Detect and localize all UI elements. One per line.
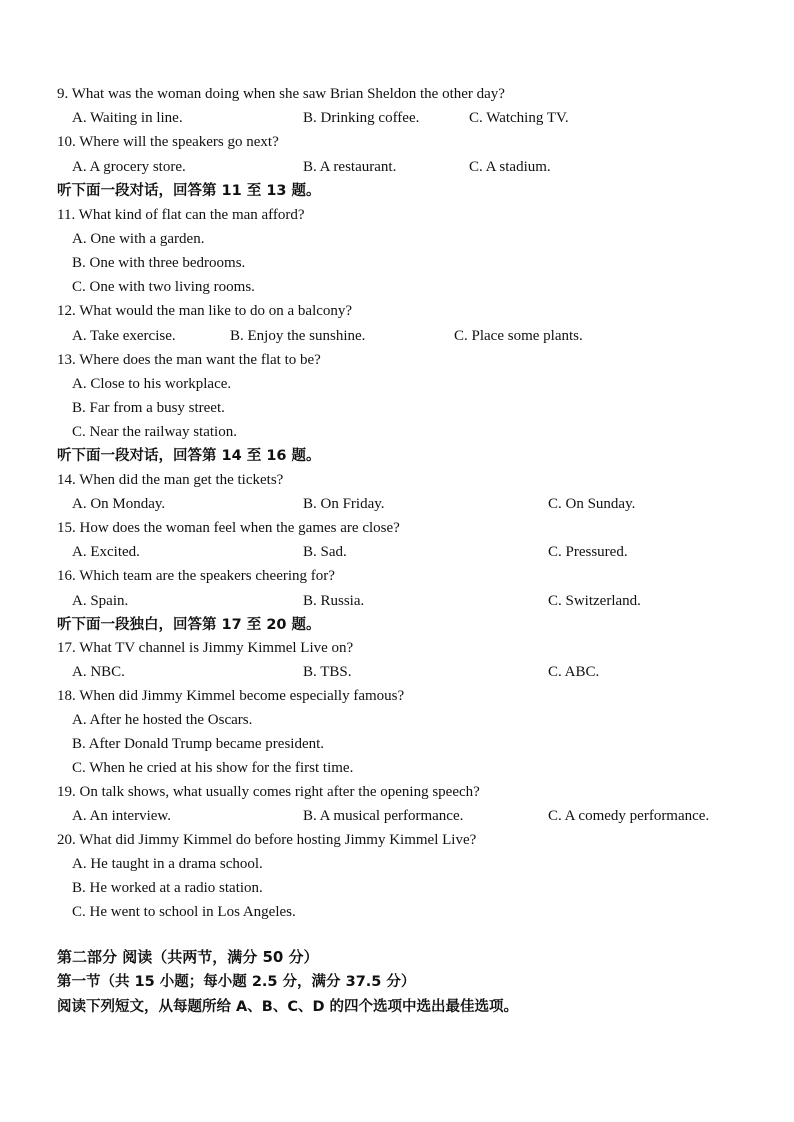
question-15-option-a: A. Excited. [72,544,140,560]
question-11-stem: 11. What kind of flat can the man afford? [57,207,305,223]
part-two-title: 第二部分 阅读（共两节，满分 50 分） [57,948,319,966]
question-19-option-c: C. A comedy performance. [548,808,710,824]
question-19-option-a: A. An interview. [72,808,172,824]
question-20-option-c: C. He went to school in Los Angeles. [72,904,296,920]
question-15-stem: 15. How does the woman feel when the games are close? [57,520,400,536]
question-20-option-b: B. He worked at a radio station. [72,880,263,896]
question-11-option-c: C. One with two living rooms. [72,279,255,295]
question-20-stem: 20. What did Jimmy Kimmel do before hosting Jimmy Kimmel Live? [57,832,477,848]
question-10-option-c: C. A stadium. [469,159,551,175]
question-10-option-b: B. A restaurant. [303,159,397,175]
question-11-option-a: A. One with a garden. [72,231,205,247]
question-16-stem: 16. Which team are the speakers cheering for? [57,568,335,584]
question-14-option-c: C. On Sunday. [548,496,636,512]
question-9-option-c: C. Watching TV. [469,110,569,126]
section-one-title: 第一节（共 15 小题；每小题 2.5 分，满分 37.5 分） [57,974,416,990]
question-9-option-a: A. Waiting in line. [72,110,183,126]
question-14-stem: 14. When did the man get the tickets? [57,472,284,488]
question-17-option-c: C. ABC. [548,664,600,680]
section-heading-11-13: 听下面一段对话，回答第 11 至 13 题。 [57,183,321,199]
question-16-option-a: A. Spain. [72,593,129,609]
question-12-option-a: A. Take exercise. [72,328,176,344]
question-15-option-c: C. Pressured. [548,544,628,560]
question-18-option-a: A. After he hosted the Oscars. [72,712,253,728]
question-18-option-b: B. After Donald Trump became president. [72,736,325,752]
reading-instruction: 阅读下列短文，从每题所给 A、B、C、D 的四个选项中选出最佳选项。 [57,999,519,1015]
question-9-option-b: B. Drinking coffee. [303,110,420,126]
question-18-stem: 18. When did Jimmy Kimmel become especially famous? [57,688,405,704]
question-13-option-a: A. Close to his workplace. [72,376,232,392]
question-18-option-c: C. When he cried at his show for the first time. [72,760,354,776]
question-15-option-b: B. Sad. [303,544,347,560]
question-19-stem: 19. On talk shows, what usually comes right after the opening speech? [57,784,480,800]
question-10-option-a: A. A grocery store. [72,159,186,175]
question-20-option-a: A. He taught in a drama school. [72,856,263,872]
question-14-option-b: B. On Friday. [303,496,385,512]
question-13-option-c: C. Near the railway station. [72,424,237,440]
section-heading-17-20: 听下面一段独白，回答第 17 至 20 题。 [57,617,321,633]
question-9-stem: 9. What was the woman doing when she saw Brian Sheldon the other day? [57,86,505,102]
question-19-option-b: B. A musical performance. [303,808,464,824]
question-16-option-b: B. Russia. [303,593,365,609]
question-13-stem: 13. Where does the man want the flat to be? [57,352,321,368]
question-13-option-b: B. Far from a busy street. [72,400,225,416]
question-17-stem: 17. What TV channel is Jimmy Kimmel Live on? [57,640,354,656]
section-heading-14-16: 听下面一段对话，回答第 14 至 16 题。 [57,448,321,464]
question-17-option-b: B. TBS. [303,664,352,680]
question-11-option-b: B. One with three bedrooms. [72,255,246,271]
question-10-stem: 10. Where will the speakers go next? [57,134,279,150]
question-14-option-a: A. On Monday. [72,496,166,512]
question-17-option-a: A. NBC. [72,664,125,680]
question-16-option-c: C. Switzerland. [548,593,641,609]
question-12-option-b: B. Enjoy the sunshine. [230,328,366,344]
question-12-stem: 12. What would the man like to do on a balcony? [57,303,353,319]
question-12-option-c: C. Place some plants. [454,328,583,344]
